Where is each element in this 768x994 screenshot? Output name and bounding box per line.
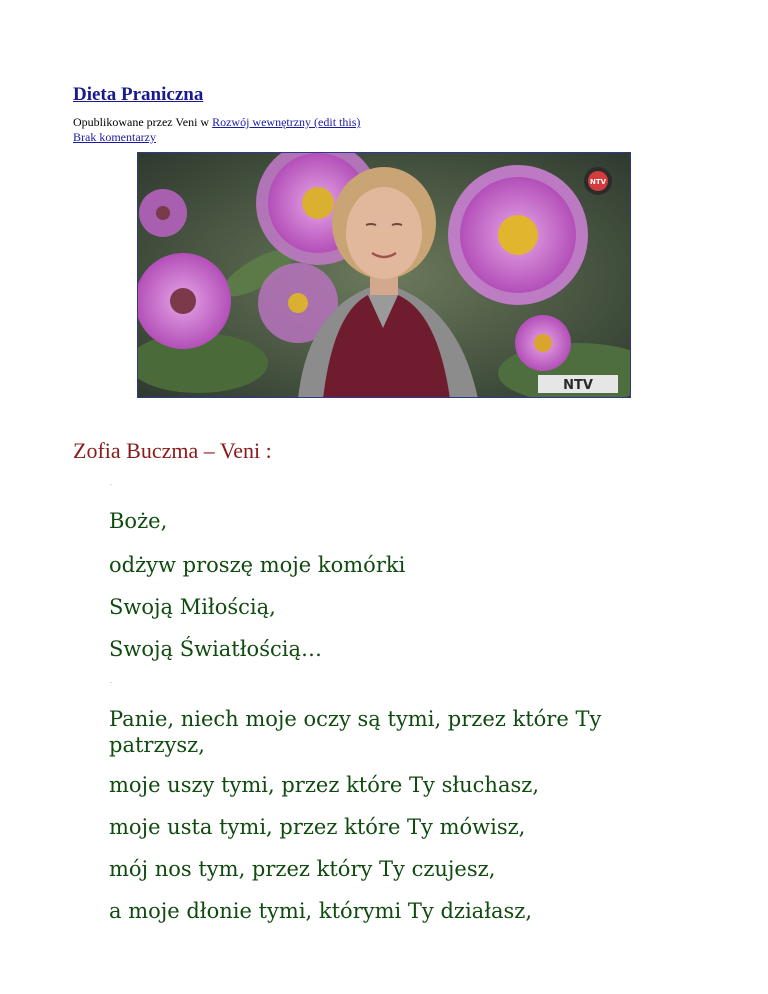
- verse-line: mój nos tym, przez który Ty czujesz,: [109, 857, 496, 881]
- verse-line: Boże,: [109, 509, 168, 533]
- verse-line: Swoją Światłością…: [109, 637, 322, 661]
- comments-link[interactable]: Brak komentarzy: [73, 130, 156, 144]
- verse-line: a moje dłonie tymi, którymi Ty działasz,: [109, 899, 533, 923]
- separator-dot: .: [110, 676, 112, 685]
- verse-line: odżyw proszę moje komórki: [109, 553, 406, 577]
- verse-line: Panie, niech moje oczy są tymi, przez które Ty patrzysz,: [109, 707, 602, 757]
- separator-dot: .: [110, 478, 112, 487]
- post-meta: [73, 115, 360, 145]
- category-link[interactable]: Rozwój wewnętrzny (edit this): [212, 115, 361, 129]
- photo-illustration: [138, 153, 631, 398]
- article-heading: Zofia Buczma – Veni :: [73, 438, 272, 463]
- verse-line: Swoją Miłością,: [109, 595, 276, 619]
- tv-logo-top: NTV: [589, 178, 607, 186]
- verse-line: moje usta tymi, przez które Ty mówisz,: [109, 815, 526, 839]
- meta-prefix: Opublikowane przez Veni w: [73, 115, 213, 129]
- article-photo: [137, 152, 631, 398]
- post-title-link[interactable]: Dieta Praniczna: [73, 84, 204, 105]
- verse-line: moje uszy tymi, przez które Ty słuchasz,: [109, 773, 539, 797]
- tv-logo-bottom: NTV: [563, 378, 593, 393]
